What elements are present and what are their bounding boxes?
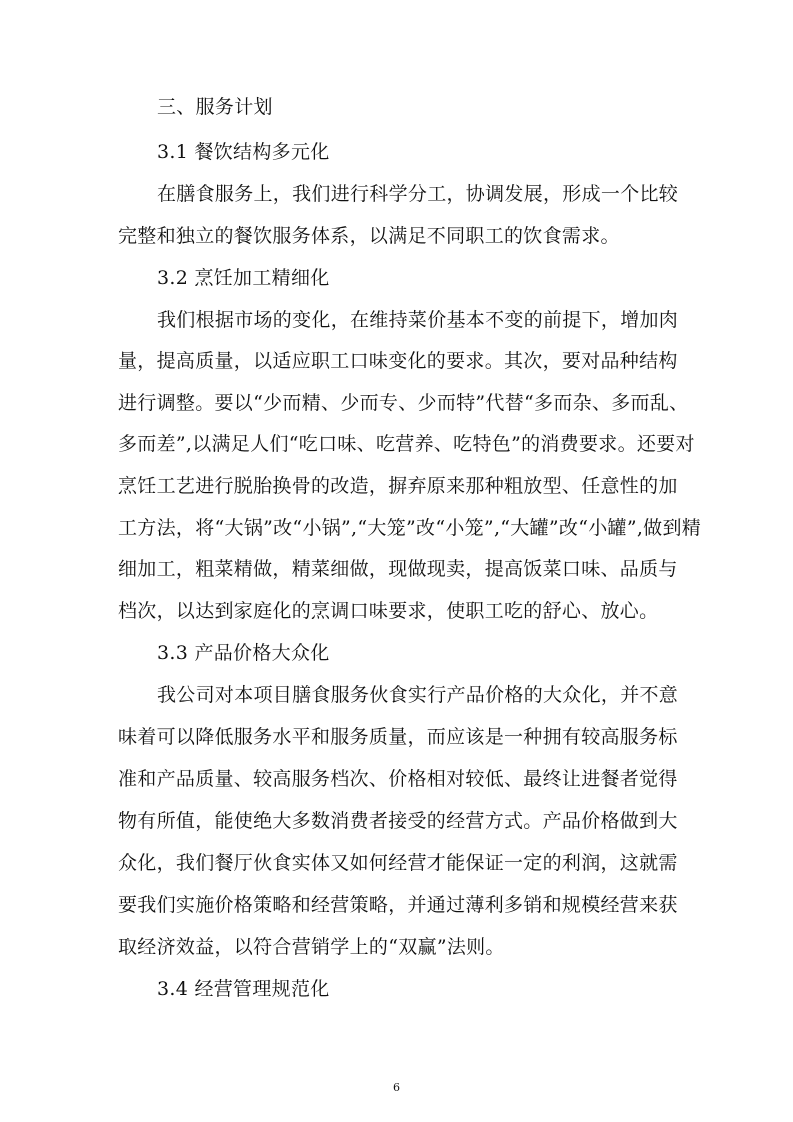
paragraph-line: 完整和独立的餐饮服务体系，以满足不同职工的饮食需求。 <box>118 225 620 247</box>
paragraph-line: 取经济效益，以符合营销学上的“双赢”法则。 <box>118 936 505 958</box>
subsection-heading-3-2: 3.2 烹饪加工精细化 <box>157 267 330 289</box>
paragraph-line: 细加工，粗菜精做，精菜细做，现做现卖，提高饭菜口味、品质与 <box>118 558 678 580</box>
paragraph-line: 要我们实施价格策略和经营策略，并通过薄利多销和规模经营来获 <box>118 894 678 916</box>
section-title: 三、服务计划 <box>157 96 273 118</box>
paragraph-line: 准和产品质量、较高服务档次、价格相对较低、最终让进餐者觉得 <box>118 768 678 790</box>
paragraph-line: 在膳食服务上，我们进行科学分工，协调发展，形成一个比较 <box>157 183 679 205</box>
paragraph-line: 物有所值，能使绝大多数消费者接受的经营方式。产品价格做到大 <box>118 810 678 832</box>
paragraph-line: 我公司对本项目膳食服务伙食实行产品价格的大众化，并不意 <box>157 684 679 706</box>
paragraph-line: 烹饪工艺进行脱胎换骨的改造，摒弃原来那种粗放型、任意性的加 <box>118 475 678 497</box>
paragraph-line: 进行调整。要以“少而精、少而专、少而特”代替“多而杂、多而乱、 <box>118 392 689 414</box>
paragraph-line: 味着可以降低服务水平和服务质量，而应该是一种拥有较高服务标 <box>118 726 678 748</box>
subsection-heading-3-3: 3.3 产品价格大众化 <box>157 642 330 664</box>
paragraph-line: 我们根据市场的变化，在维持菜价基本不变的前提下，增加肉 <box>157 309 679 331</box>
subsection-heading-3-4: 3.4 经营管理规范化 <box>157 978 330 1000</box>
paragraph-line: 多而差”,以满足人们“吃口味、吃营养、吃特色”的消费要求。还要对 <box>118 433 695 455</box>
subsection-heading-3-1: 3.1 餐饮结构多元化 <box>157 141 330 163</box>
paragraph-line: 量，提高质量，以适应职工口味变化的要求。其次，要对品种结构 <box>118 350 678 372</box>
paragraph-line: 众化，我们餐厅伙食实体又如何经营才能保证一定的利润，这就需 <box>118 852 678 874</box>
paragraph-line: 工方法，将“大锅”改“小锅”,“大笼”改“小笼”,“大罐”改“小罐”,做到精 <box>118 517 702 539</box>
paragraph-line: 档次，以达到家庭化的烹调口味要求，使职工吃的舒心、放心。 <box>118 600 659 622</box>
page-number: 6 <box>393 1081 400 1094</box>
